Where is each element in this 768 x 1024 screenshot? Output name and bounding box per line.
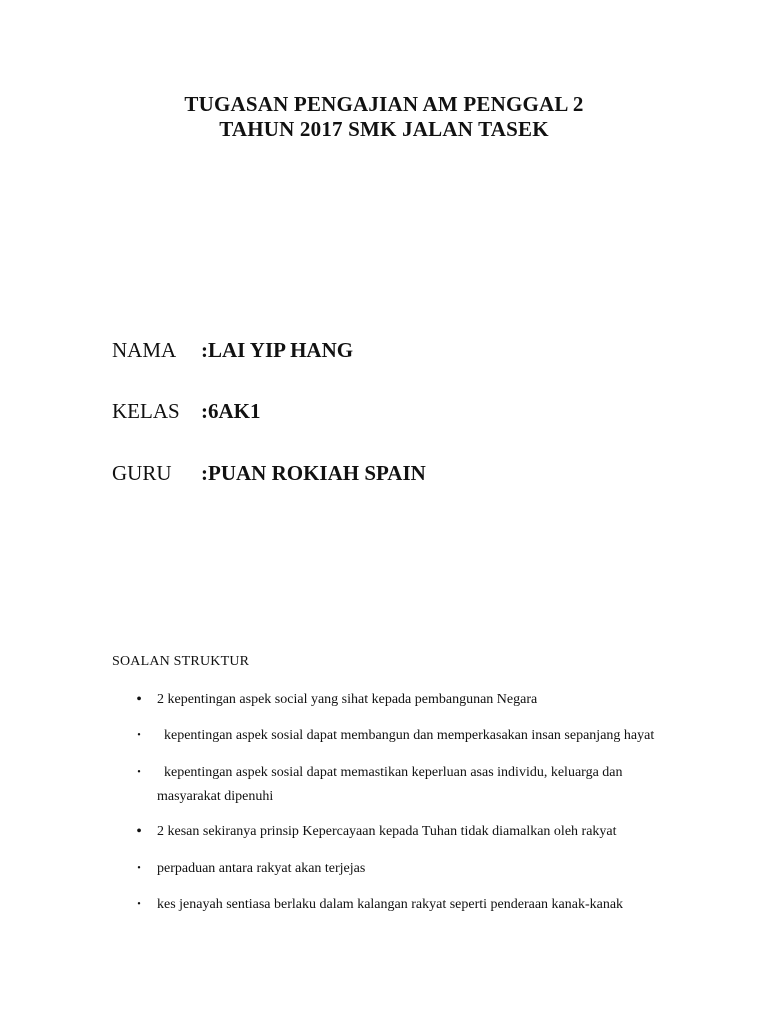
document-title-line-1: TUGASAN PENGAJIAN AM PENGGAL 2 (184, 92, 584, 116)
bullet-icon: • (137, 767, 141, 778)
list-item (112, 724, 672, 748)
document-title-line-2: TAHUN 2017 SMK JALAN TASEK (219, 117, 549, 141)
section-heading: SOALAN STRUKTUR (112, 654, 250, 669)
list-item (112, 761, 672, 809)
kelas-label: KELAS (112, 399, 180, 423)
bullet-icon: • (137, 863, 141, 874)
info-row-guru (112, 461, 426, 486)
guru-value: :PUAN ROKIAH SPAIN (201, 461, 426, 485)
bullet-icon: • (137, 730, 141, 741)
list-item (112, 688, 672, 712)
bullet-icon: • (137, 899, 141, 910)
nama-label: NAMA (112, 338, 177, 362)
bullet-icon: • (136, 691, 142, 708)
list-item-text: kes jenayah sentiasa berlaku dalam kalangan rakyat seperti penderaan kanak-kanak (157, 897, 624, 912)
list-item (112, 893, 672, 917)
info-row-kelas (112, 399, 261, 424)
kelas-value: :6AK1 (201, 399, 261, 423)
list-item-text: kepentingan aspek sosial dapat memastikan keperluan asas individu, keluarga dan masyarakat dipenuhi (157, 765, 623, 804)
list-item-text: 2 kesan sekiranya prinsip Kepercayaan kepada Tuhan tidak diamalkan oleh rakyat (157, 824, 617, 839)
list-item (112, 857, 672, 881)
guru-label: GURU (112, 461, 172, 485)
bullet-icon: • (136, 823, 142, 840)
list-item-text: perpaduan antara rakyat akan terjejas (157, 861, 366, 876)
list-item-text: kepentingan aspek sosial dapat membangun dan memperkasakan insan sepanjang hayat (164, 728, 655, 743)
info-row-nama (112, 338, 353, 363)
nama-value: :LAI YIP HANG (201, 338, 354, 362)
list-item-text: 2 kepentingan aspek social yang sihat kepada pembangunan Negara (157, 692, 538, 707)
list-item (112, 820, 672, 844)
